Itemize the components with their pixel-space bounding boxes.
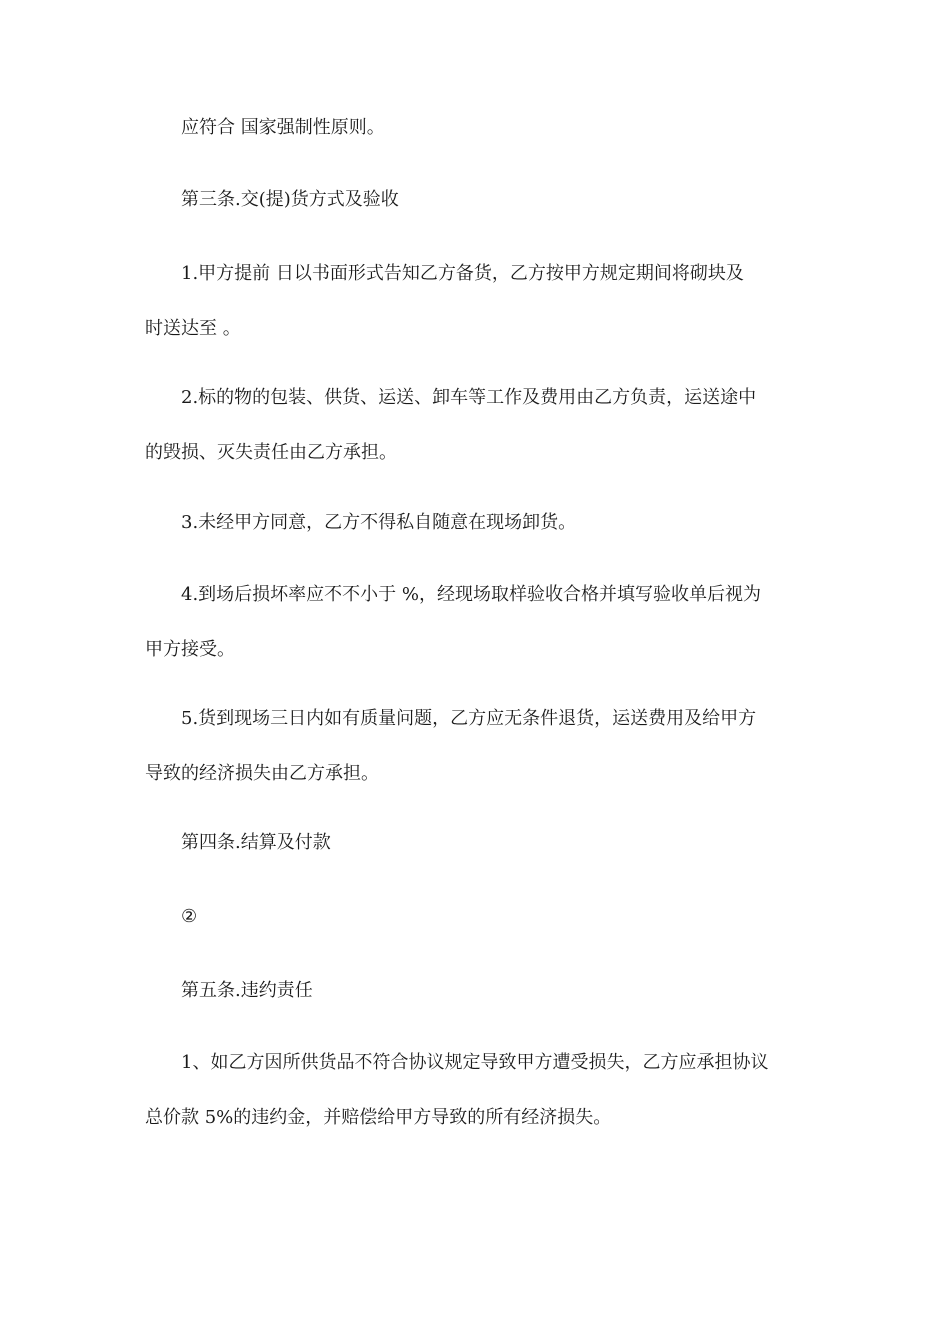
paragraph-principle [145,100,810,155]
paragraph-item-2 [145,370,810,480]
text-line: 第三条.交(提)货方式及验收 [181,189,399,210]
text-line: 甲方接受。 [145,639,235,660]
paragraph-item-4 [145,567,810,677]
text-line: 5.货到现场三日内如有质量问题，乙方应无条件退货，运送费用及给甲方 [181,708,757,729]
paragraph-item-5 [145,691,810,801]
paragraph-item-1 [145,246,810,356]
text-line: 导致的经济损失由乙方承担。 [145,763,379,784]
paragraph-liability-1 [145,1035,810,1145]
text-line: 3.未经甲方同意，乙方不得私自随意在现场卸货。 [181,512,577,533]
text-line: 的毁损、灭失责任由乙方承担。 [145,442,397,463]
heading-article-4 [145,815,810,870]
text-line: 第五条.违约责任 [181,980,313,1001]
text-line: 1、如乙方因所供货品不符合协议规定导致甲方遭受损失，乙方应承担协议 [181,1052,769,1073]
heading-article-5 [145,963,810,1018]
text-line: 2.标的物的包装、供货、运送、卸车等工作及费用由乙方负责，运送途中 [181,387,757,408]
text-line: 4.到场后损坏率应不不小于 %，经现场取样验收合格并填写验收单后视为 [181,584,761,605]
text-line: 总价款 5%的违约金，并赔偿给甲方导致的所有经济损失。 [145,1107,612,1128]
text-line: 时送达至 。 [145,318,241,339]
text-line: ② [181,906,198,927]
text-line: 应符合 国家强制性原则。 [181,117,385,138]
heading-article-3 [145,172,810,227]
text-line: 第四条.结算及付款 [181,832,331,853]
paragraph-item-3 [145,495,810,550]
text-line: 1.甲方提前 日以书面形式告知乙方备货，乙方按甲方规定期间将砌块及 [181,263,744,284]
paragraph-circled-2 [145,889,810,944]
